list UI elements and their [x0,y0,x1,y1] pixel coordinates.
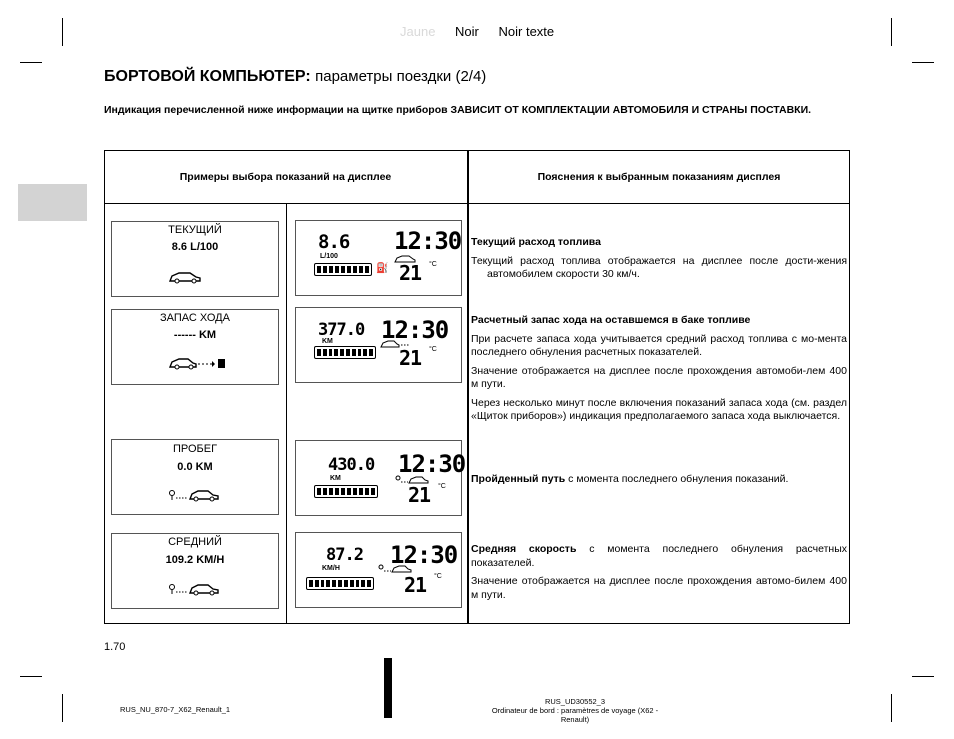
explanation-heading-tail: с момента последнего обнуления расчетных показателей. [471,543,847,569]
selection-box-current [111,221,279,297]
display-temp-unit: °C [438,483,446,490]
display-main-value: 377.0 [318,320,365,340]
explanation-current [471,236,847,287]
selection-label: ЗАПАС ХОДА [160,312,230,324]
color-label-jaune: Jaune [400,24,436,39]
column-divider [467,150,469,624]
section-tab [18,184,87,221]
selection-box-distance [111,439,279,515]
fuel-gauge-bar [306,577,374,590]
explanation-paragraph: Значение отображается на дисплее после прохождения автомоби-лем 400 м пути. [471,364,847,390]
crop-mark [912,62,934,63]
selection-value: 109.2 KM/H [165,554,225,566]
explanation-paragraph: Значение отображается на дисплее после прохождения автомо-билем 400 м пути. [471,575,847,601]
crop-mark [62,18,63,46]
fuel-gauge-bar [314,263,372,276]
dashboard-display-4 [295,532,462,608]
selection-label: ТЕКУЩИЙ [168,224,222,236]
display-main-value: 8.6 [318,231,350,253]
selection-box-average [111,533,279,609]
col1-header: Примеры выбора показаний на дисплее [179,171,392,183]
dashboard-display-2 [295,307,462,383]
selection-value: 0.0 KM [177,461,213,473]
col2-header: Пояснения к выбранным показаниям дисплея [537,171,781,183]
crop-mark [891,18,892,46]
explanation-paragraph: Текущий расход топлива отображается на дисплее после дости-жения автомобилем скорости 30 км/ч. [471,254,847,280]
display-time: 12:30 [390,541,458,569]
display-temp-unit: °C [429,261,437,268]
explanation-heading: Расчетный запас хода на оставшемся в баке топливе [471,314,751,326]
title-sub: параметры поездки (2/4) [315,68,487,85]
page-title [104,68,486,86]
display-main-value: 430.0 [328,455,375,475]
fuel-pump-icon: ⛽ [376,263,389,274]
display-unit: L/100 [320,253,338,260]
crop-mark [20,676,42,677]
explanation-distance [471,473,847,492]
footer-desc: Ordinateur de bord : paramètres de voyage (X62 - Renault) [491,706,659,724]
display-time: 12:30 [394,227,462,255]
footer-left: RUS_NU_870-7_X62_Renault_1 [120,705,231,714]
dashboard-display-3 [295,440,466,516]
selection-value: ------ KM [173,329,217,341]
crop-mark [912,676,934,677]
dashboard-display-1 [295,220,462,296]
display-temp: 21 [404,573,427,597]
explanation-paragraph: Через несколько минут после включения показаний запаса хода (см. раздел «Щиток приборов») индикация предполагаемого запаса хода выключается. [471,396,847,422]
fuel-gauge-bar [314,346,376,359]
footer-code: RUS_UD30552_3 [544,697,606,706]
display-unit: KM [322,338,333,345]
display-time: 12:30 [398,450,466,478]
footer-right [480,697,670,724]
registration-bar [384,658,392,718]
crop-mark [891,694,892,722]
car-icon [168,270,202,284]
crop-mark [62,694,63,722]
selection-box-range [111,309,279,385]
display-temp: 21 [399,346,422,370]
explanation-heading: Средняя скорость [471,543,577,555]
display-main-value: 87.2 [326,545,363,565]
selection-value: 8.6 L/100 [171,241,219,253]
display-temp: 21 [408,483,431,507]
display-unit: KM/H [322,565,340,572]
display-temp: 21 [399,261,422,285]
display-unit: KM [330,475,341,482]
header-divider [104,203,850,204]
color-label-noir-texte: Noir texte [498,24,555,39]
display-temp-unit: °C [434,573,442,580]
explanation-heading-tail: с момента последнего обнуления показаний. [565,473,789,485]
car-to-fuel-icon [168,356,228,370]
display-temp-unit: °C [429,346,437,353]
pin-to-car-icon [168,582,224,596]
intro-text: Индикация перечисленной ниже информации на щитке приборов ЗАВИСИТ ОТ КОМПЛЕКТАЦИИ АВТОМОБИЛЯ И СТРАНЫ ПОСТАВКИ. [104,104,812,116]
color-separation-labels [400,24,570,39]
column-divider-inner [286,203,287,624]
explanation-average [471,543,847,607]
explanation-heading: Текущий расход топлива [471,236,601,248]
color-label-noir: Noir [455,24,479,39]
crop-mark [20,62,42,63]
fuel-gauge-bar [314,485,378,498]
selection-label: СРЕДНИЙ [168,536,222,548]
title-main: БОРТОВОЙ КОМПЬЮТЕР: [104,68,311,85]
page-number: 1.70 [104,641,126,653]
selection-label: ПРОБЕГ [172,443,218,455]
pin-to-car-icon [168,488,224,502]
explanation-paragraph: При расчете запаса хода учитывается средний расход топлива с мо-мента последнего обнуления расчетных показателей. [471,332,847,358]
explanation-range [471,314,847,429]
explanation-heading: Пройденный путь [471,473,566,485]
display-time: 12:30 [381,316,449,344]
